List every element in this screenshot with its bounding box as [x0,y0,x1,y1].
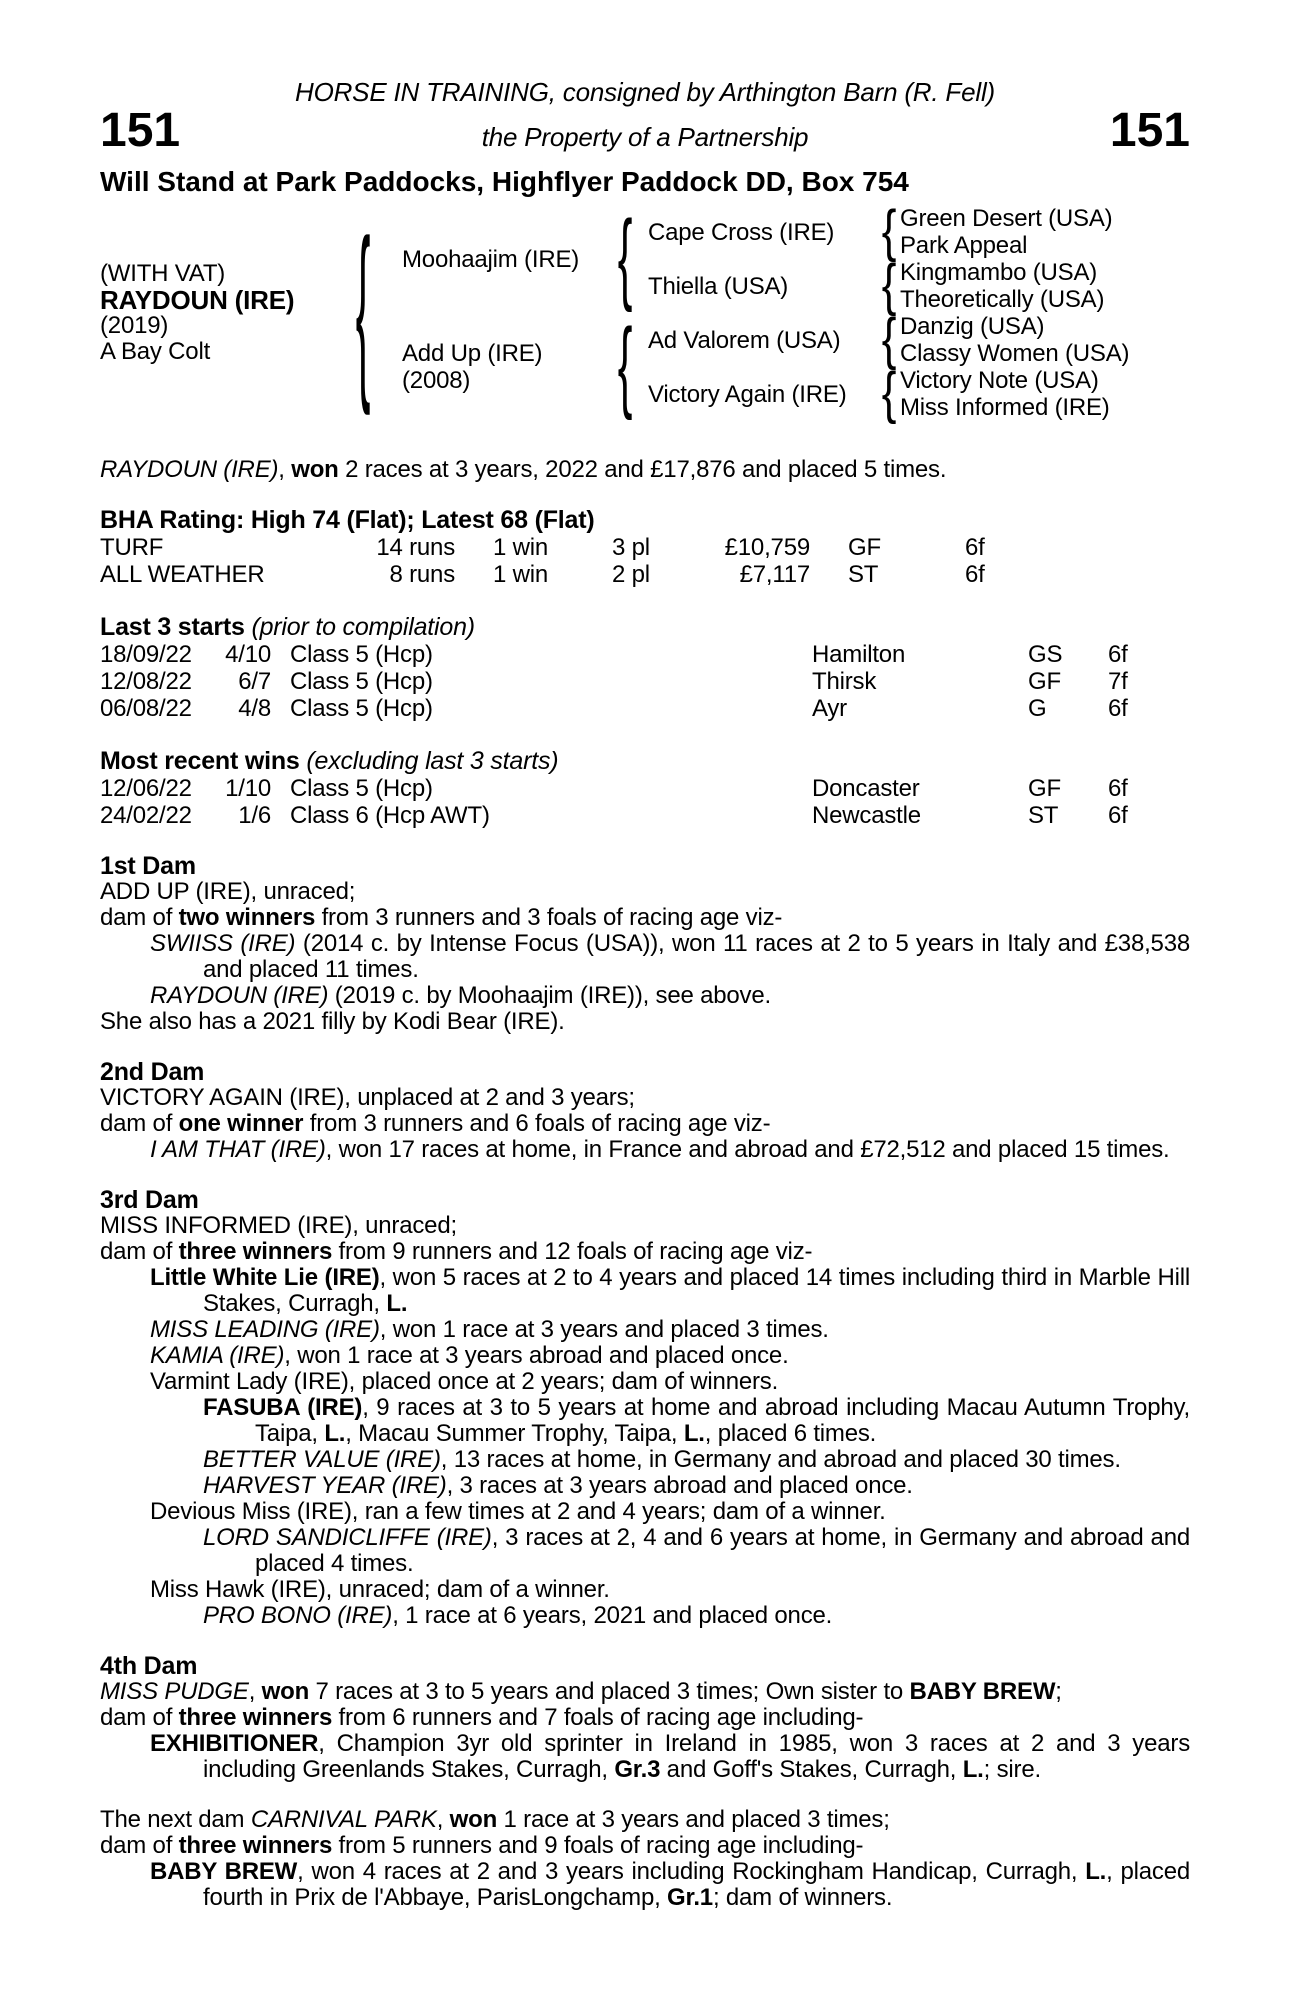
grandsire-unit [636,199,1113,264]
pedigree-tree [100,199,1190,426]
offspring-line: RAYDOUN (IRE) (2019 c. by Moohaajim (IRE)), see above. [150,982,771,1009]
race-class: Class 5 (Hcp) [290,695,433,722]
offspring-line: Miss Hawk (IRE), unraced; dam of a winner. [150,1576,610,1603]
dam-grandparents [636,307,1130,426]
dam-section-heading: 3rd Dam [100,1186,199,1214]
dam-name: Add Up (IRE) [402,340,543,367]
offspring-line: BETTER VALUE (IRE), 13 races at home, in Germany and abroad and placed 30 times. [203,1446,1121,1473]
race-distance: 6f [1108,802,1128,829]
great-grandsire-name: Kingmambo (USA) [900,259,1098,286]
offspring-line: HARVEST YEAR (IRE), 3 races at 3 years abroad and placed once. [203,1472,913,1499]
race-date: 12/06/22 [100,775,192,802]
pedigree-brace-icon: { [881,307,897,372]
runs-value: 8 runs [389,561,455,588]
race-date: 24/02/22 [100,802,192,829]
dam-text-line: MISS INFORMED (IRE), unraced; [100,1212,457,1239]
offspring-line: FASUBA (IRE), 9 races at 3 to 5 years at home and abroad including Macau Autumn Trophy, Taipa, L., Macau Summer Trophy, Taipa, L., placed 6 times. [203,1394,1190,1447]
start-row [100,641,1190,668]
dam-section-4 [100,1653,1190,1783]
great-grandparents [900,205,1112,259]
surface-label: ALL WEATHER [100,561,265,588]
great-granddam-name: Theoretically (USA) [900,286,1105,313]
race-date: 12/08/22 [100,668,192,695]
race-distance: 6f [1108,695,1128,722]
win-row [100,775,1190,802]
great-grandparents [900,313,1129,367]
stats-row-all-weather [100,561,1190,588]
pedigree-brace-icon: { [617,309,633,423]
great-grandsire-name: Victory Note (USA) [900,367,1099,394]
granddam-unit [636,361,1129,426]
pedigree-brace-icon: { [617,201,633,315]
property-line: the Property of a Partnership [481,122,809,152]
dam-text-line: VICTORY AGAIN (IRE), unplaced at 2 and 3 years; [100,1084,635,1111]
surface-label: TURF [100,534,164,561]
distance-value: 6f [965,534,985,561]
earnings-value: £10,759 [724,534,810,561]
race-distance: 6f [1108,775,1128,802]
race-summary-line: RAYDOUN (IRE), won 2 races at 3 years, 2022 and £17,876 and placed 5 times. [100,456,947,483]
dam-text-line: MISS PUDGE, won 7 races at 3 to 5 years and placed 3 times; Own sister to BABY BREW; [100,1678,1062,1705]
lot-number-left: 151 [100,104,181,157]
race-course: Newcastle [812,802,921,829]
catalogue-page [100,0,1190,1911]
finish-position: 4/8 [238,695,271,722]
offspring-line: Little White Lie (IRE), won 5 races at 2 to 4 years and placed 14 times including third in Marble Hill Stakes, Curragh, L. [150,1264,1191,1317]
dam-year: (2008) [402,367,471,394]
sire-branch [376,199,1129,318]
granddam-unit [636,253,1112,318]
horse-name: RAYDOUN (IRE) [100,285,295,315]
race-course: Hamilton [812,641,906,668]
great-granddam-name: Miss Informed (IRE) [900,394,1110,421]
race-course: Thirsk [812,668,877,695]
dam-section-heading: 4th Dam [100,1652,198,1680]
great-grandparents [900,259,1104,313]
offspring-line: KAMIA (IRE), won 1 race at 3 years abroad and placed once. [150,1342,789,1369]
distance-value: 6f [965,561,985,588]
offspring-line: SWIISS (IRE) (2014 c. by Intense Focus (USA)), won 11 races at 2 to 5 years in Italy and £38,538 and placed 11 times. [150,930,1190,983]
grandsire-unit [636,307,1130,372]
dam-section-heading: 2nd Dam [100,1058,205,1086]
race-going: GF [1028,668,1061,695]
consignment-line: HORSE IN TRAINING, consigned by Arthington Barn (R. Fell) [295,77,995,107]
dam-text-line: dam of three winners from 6 runners and 7 foals of racing age including- [100,1704,864,1731]
race-class: Class 6 (Hcp AWT) [290,802,490,829]
finish-position: 1/6 [238,802,271,829]
last-starts-table [100,641,1190,722]
grandsire-name: Ad Valorem (USA) [648,326,841,354]
granddam-name: Victory Again (IRE) [648,380,847,408]
sire-name: Moohaajim (IRE) [402,245,580,273]
race-going: ST [1028,802,1059,829]
last-starts-heading: Last 3 starts (prior to compilation) [100,613,475,641]
finish-position: 1/10 [225,775,271,802]
race-date: 18/09/22 [100,641,192,668]
bha-rating-heading: BHA Rating: High 74 (Flat); Latest 68 (Flat) [100,506,595,534]
great-grandsire-name: Danzig (USA) [900,313,1045,340]
dam-text-line: dam of three winners from 9 runners and 12 foals of racing age viz- [100,1238,813,1265]
stand-location-line: Will Stand at Park Paddocks, Highflyer Paddock DD, Box 754 [100,166,909,197]
offspring-line: BABY BREW, won 4 races at 2 and 3 years including Rockingham Handicap, Curragh, L., placed fourth in Prix de l'Abbaye, ParisLongchamp, Gr.1; dam of winners. [150,1858,1190,1911]
race-course: Doncaster [812,775,920,802]
offspring-line: MISS LEADING (IRE), won 1 race at 3 years and placed 3 times. [150,1316,829,1343]
dam-text-line: dam of one winner from 3 runners and 6 foals of racing age viz- [100,1110,771,1137]
offspring-line: EXHIBITIONER, Champion 3yr old sprinter in Ireland in 1985, won 3 races at 2 and 3 years including Greenlands Stakes, Curragh, Gr.3 and Goff's Stakes, Curragh, L.; sire. [150,1730,1190,1783]
recent-wins-heading: Most recent wins (excluding last 3 starts) [100,747,559,775]
dam-text-line: The next dam CARNIVAL PARK, won 1 race at 3 years and placed 3 times; [100,1806,890,1833]
pedigree-brace-icon: { [355,203,371,419]
dam-text-line: dam of two winners from 3 runners and 3 foals of racing age viz- [100,904,783,931]
vat-note: (WITH VAT) [100,260,226,287]
race-date: 06/08/22 [100,695,192,722]
race-going: GS [1028,641,1063,668]
offspring-line: LORD SANDICLIFFE (IRE), 3 races at 2, 4 and 6 years at home, in Germany and abroad and placed 4 times. [203,1524,1190,1577]
going-value: GF [848,534,881,561]
race-class: Class 5 (Hcp) [290,775,433,802]
pedigree-brace-icon: { [881,253,897,318]
lot-row [100,104,1190,157]
dam-section-heading: 1st Dam [100,852,196,880]
horse-year: (2019) [100,312,169,339]
wins-value: 1 win [493,561,549,588]
dam-text-line: She also has a 2021 filly by Kodi Bear (IRE). [100,1008,565,1035]
great-granddam-name: Classy Women (USA) [900,340,1130,367]
grandsire-name: Cape Cross (IRE) [648,218,835,246]
race-class: Class 5 (Hcp) [290,641,433,668]
granddam-name: Thiella (USA) [648,272,789,300]
offspring-line: PRO BONO (IRE), 1 race at 6 years, 2021 and placed once. [203,1602,833,1629]
dam-text-line: dam of three winners from 5 runners and 9 foals of racing age including- [100,1832,864,1859]
offspring-line: Varmint Lady (IRE), placed once at 2 years; dam of winners. [150,1368,779,1395]
finish-position: 6/7 [238,668,271,695]
race-going: G [1028,695,1047,722]
win-row [100,802,1190,829]
dam-section-2 [100,1059,1190,1163]
pedigree-generations [376,199,1130,426]
finish-position: 4/10 [225,641,271,668]
dam-text-line: ADD UP (IRE), unraced; [100,878,356,905]
start-row [100,668,1190,695]
earnings-value: £7,117 [739,561,810,588]
great-grandsire-name: Green Desert (USA) [900,205,1113,232]
places-value: 3 pl [612,534,650,561]
horse-description: A Bay Colt [100,338,211,365]
race-distance: 6f [1108,641,1128,668]
race-course: Ayr [812,695,847,722]
dam-section-1 [100,853,1190,1035]
great-granddam-name: Park Appeal [900,232,1028,259]
going-value: ST [848,561,879,588]
dam-name-block [376,340,614,394]
recent-wins-table [100,775,1190,829]
places-value: 2 pl [612,561,650,588]
next-dam-section [100,1807,1190,1911]
sire-grandparents [636,199,1113,318]
race-going: GF [1028,775,1061,802]
pedigree-brace-icon: { [881,199,897,264]
offspring-line: Devious Miss (IRE), ran a few times at 2 and 4 years; dam of a winner. [150,1498,886,1525]
pedigree-subject [100,261,350,365]
stats-row-turf [100,534,1190,561]
lot-number-right: 151 [1109,104,1190,157]
great-grandparents [900,367,1110,421]
runs-value: 14 runs [376,534,455,561]
dam-section-3 [100,1187,1190,1629]
race-class: Class 5 (Hcp) [290,668,433,695]
race-distance: 7f [1108,668,1128,695]
offspring-line: I AM THAT (IRE), won 17 races at home, in France and abroad and £72,512 and placed 15 times. [150,1136,1170,1163]
pedigree-brace-icon: { [881,361,897,426]
start-row [100,695,1190,722]
dam-branch [376,307,1130,426]
wins-value: 1 win [493,534,549,561]
